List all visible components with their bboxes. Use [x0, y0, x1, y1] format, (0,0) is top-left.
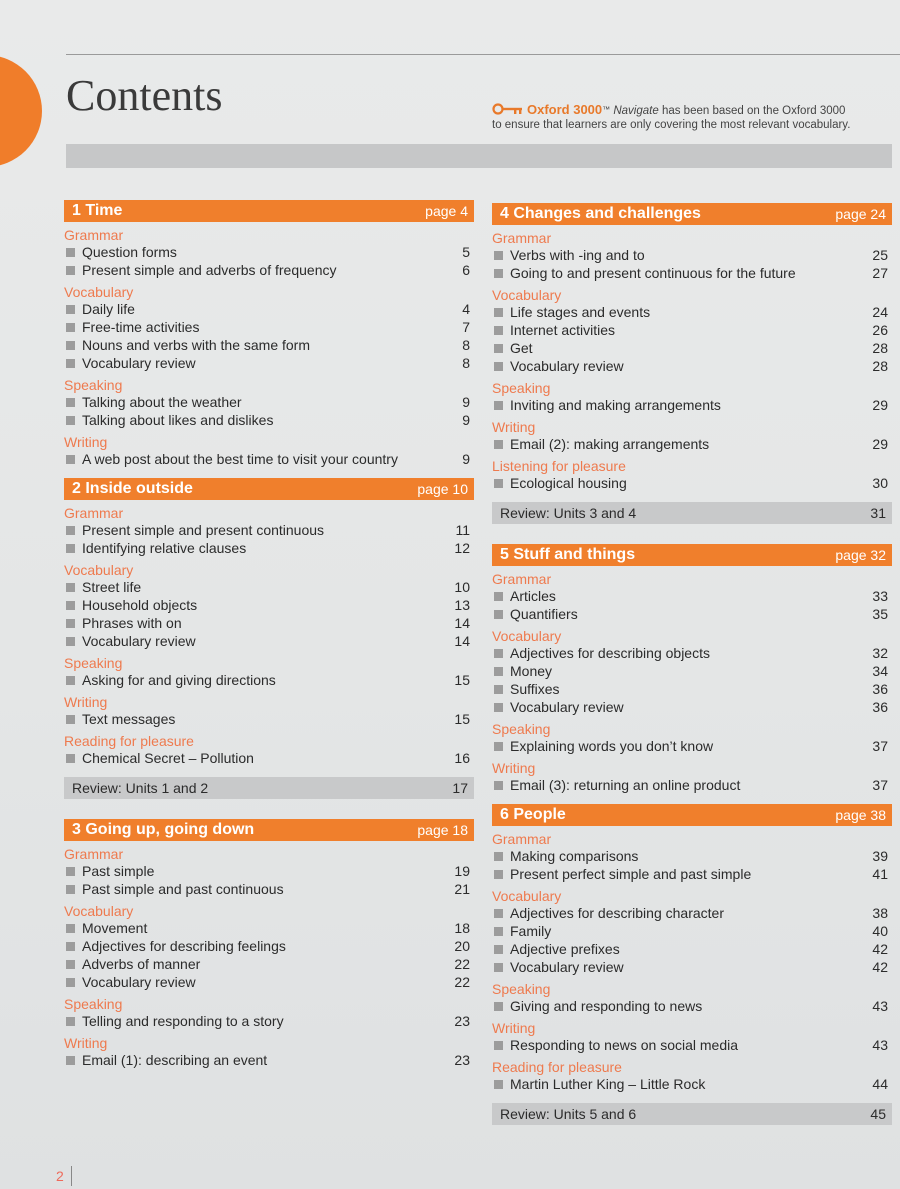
contents-item [64, 243, 474, 261]
contents-item [492, 737, 892, 755]
contents-item [64, 880, 474, 898]
unit-block [64, 200, 474, 468]
unit-block [64, 819, 474, 1069]
item-text: Talking about likes and dislikes [64, 411, 273, 429]
contents-item [64, 578, 474, 596]
item-text: Text messages [64, 710, 175, 728]
item-text: Identifying relative clauses [64, 539, 246, 557]
section-title: Grammar [492, 230, 552, 246]
section-title: Writing [64, 1035, 108, 1051]
contents-item [492, 644, 892, 662]
item-page: 29 [872, 397, 888, 413]
contents-item [492, 940, 892, 958]
item-text: Adjectives for describing character [492, 904, 724, 922]
section-title: Reading for pleasure [64, 733, 194, 749]
item-text: Present simple and adverbs of frequency [64, 261, 336, 279]
item-text: Present perfect simple and past simple [492, 865, 751, 883]
item-page: 23 [454, 1013, 470, 1029]
item-page: 33 [872, 588, 888, 604]
section-title: Grammar [492, 571, 552, 587]
item-text: Household objects [64, 596, 197, 614]
section-title: Vocabulary [492, 888, 562, 904]
section-title: Reading for pleasure [492, 1059, 622, 1075]
item-page: 6 [462, 262, 470, 278]
item-text: Verbs with -ing and to [492, 246, 645, 264]
section-title: Speaking [64, 655, 123, 671]
item-page: 32 [872, 645, 888, 661]
item-page: 15 [454, 672, 470, 688]
page-title: Contents [66, 71, 223, 120]
contents-item [64, 393, 474, 411]
item-text: Adverbs of manner [64, 955, 200, 973]
review-text: Review: Units 5 and 6 [500, 1106, 637, 1122]
contents-item [492, 680, 892, 698]
item-page: 42 [872, 941, 888, 957]
unit-page: page 10 [417, 481, 468, 497]
item-page: 26 [872, 322, 888, 338]
review-text: Review: Units 1 and 2 [72, 780, 209, 796]
section-title: Listening for pleasure [492, 458, 626, 474]
oxford-text-1: has been based on the Oxford 3000 [658, 105, 846, 118]
item-text: Quantifiers [492, 605, 578, 623]
contents-item [64, 336, 474, 354]
navigate-name: Navigate [613, 105, 659, 118]
item-text: Martin Luther King – Little Rock [492, 1075, 705, 1093]
header-band [66, 144, 892, 168]
unit-header [492, 203, 892, 225]
item-page: 43 [872, 998, 888, 1014]
contents-item [492, 865, 892, 883]
contents-item [64, 919, 474, 937]
decorative-circle [0, 55, 42, 167]
item-page: 30 [872, 475, 888, 491]
contents-column-right [492, 203, 892, 1145]
contents-item [64, 1012, 474, 1030]
item-page: 28 [872, 340, 888, 356]
item-text: Making comparisons [492, 847, 638, 865]
item-text: Street life [64, 578, 141, 596]
contents-item [492, 605, 892, 623]
item-text: Vocabulary review [492, 698, 624, 716]
section-title: Vocabulary [492, 628, 562, 644]
unit-page: page 32 [835, 547, 886, 563]
unit-header [64, 200, 474, 222]
contents-item [64, 354, 474, 372]
item-page: 22 [454, 974, 470, 990]
contents-item [492, 357, 892, 375]
item-page: 44 [872, 1076, 888, 1092]
item-text: Life stages and events [492, 303, 650, 321]
item-text: Adjective prefixes [492, 940, 620, 958]
section-title: Grammar [492, 831, 552, 847]
item-text: Daily life [64, 300, 135, 318]
unit-header [64, 478, 474, 500]
unit-header [64, 819, 474, 841]
item-page: 20 [454, 938, 470, 954]
item-text: Vocabulary review [64, 354, 196, 372]
item-page: 14 [454, 633, 470, 649]
item-page: 9 [462, 412, 470, 428]
contents-item [492, 1036, 892, 1054]
review-page: 45 [870, 1106, 886, 1122]
section-title: Speaking [492, 380, 551, 396]
item-page: 27 [872, 265, 888, 281]
contents-item [492, 847, 892, 865]
section-title: Vocabulary [64, 562, 134, 578]
item-page: 42 [872, 959, 888, 975]
section-title: Vocabulary [492, 287, 562, 303]
item-page: 8 [462, 337, 470, 353]
contents-item [492, 396, 892, 414]
item-page: 18 [454, 920, 470, 936]
item-text: Past simple [64, 862, 154, 880]
item-page: 34 [872, 663, 888, 679]
item-page: 21 [454, 881, 470, 897]
item-text: Asking for and giving directions [64, 671, 276, 689]
item-text: Free-time activities [64, 318, 199, 336]
contents-item [64, 596, 474, 614]
item-page: 37 [872, 738, 888, 754]
item-page: 9 [462, 394, 470, 410]
unit-header [492, 544, 892, 566]
section-title: Vocabulary [64, 903, 134, 919]
section-title: Speaking [64, 377, 123, 393]
unit-block [492, 804, 892, 1093]
review-page: 17 [452, 780, 468, 796]
unit-block [492, 544, 892, 794]
contents-item [64, 973, 474, 991]
oxford-3000-note [492, 103, 882, 132]
contents-item [64, 632, 474, 650]
item-text: Vocabulary review [492, 357, 624, 375]
section-title: Speaking [492, 721, 551, 737]
item-page: 7 [462, 319, 470, 335]
item-page: 39 [872, 848, 888, 864]
contents-item [64, 671, 474, 689]
section-title: Grammar [64, 846, 124, 862]
item-page: 36 [872, 681, 888, 697]
item-text: Present simple and present continuous [64, 521, 324, 539]
item-text: Articles [492, 587, 556, 605]
contents-item [492, 474, 892, 492]
item-page: 29 [872, 436, 888, 452]
item-text: Inviting and making arrangements [492, 396, 721, 414]
section-title: Writing [492, 760, 536, 776]
item-text: Get [492, 339, 533, 357]
contents-item [64, 710, 474, 728]
item-page: 15 [454, 711, 470, 727]
item-text: Talking about the weather [64, 393, 242, 411]
item-text: Email (2): making arrangements [492, 435, 709, 453]
unit-page: page 24 [835, 206, 886, 222]
unit-block [492, 203, 892, 492]
contents-item [64, 749, 474, 767]
section-title: Writing [492, 1020, 536, 1036]
section-title: Writing [64, 434, 108, 450]
oxford-text-2: to ensure that learners are only covering the most relevant vocabulary. [492, 119, 851, 131]
contents-item [492, 303, 892, 321]
item-page: 10 [454, 579, 470, 595]
item-text: Internet activities [492, 321, 615, 339]
item-page: 35 [872, 606, 888, 622]
item-text: Suffixes [492, 680, 560, 698]
unit-block [64, 478, 474, 767]
contents-item [492, 587, 892, 605]
contents-item [492, 435, 892, 453]
section-title: Grammar [64, 505, 124, 521]
item-page: 36 [872, 699, 888, 715]
contents-item [64, 862, 474, 880]
unit-title: 1 Time [72, 202, 123, 219]
review-text: Review: Units 3 and 4 [500, 505, 637, 521]
item-text: Money [492, 662, 552, 680]
item-text: Phrases with on [64, 614, 182, 632]
item-page: 38 [872, 905, 888, 921]
item-page: 40 [872, 923, 888, 939]
item-page: 37 [872, 777, 888, 793]
item-text: A web post about the best time to visit your country [64, 450, 398, 468]
item-page: 23 [454, 1052, 470, 1068]
contents-item [492, 662, 892, 680]
contents-item [492, 1075, 892, 1093]
contents-item [492, 776, 892, 794]
contents-item [492, 958, 892, 976]
item-page: 8 [462, 355, 470, 371]
unit-page: page 38 [835, 807, 886, 823]
contents-item [492, 246, 892, 264]
item-text: Vocabulary review [492, 958, 624, 976]
item-text: Family [492, 922, 551, 940]
unit-header [492, 804, 892, 826]
section-title: Grammar [64, 227, 124, 243]
contents-item [492, 904, 892, 922]
contents-item [492, 698, 892, 716]
unit-title: 3 Going up, going down [72, 821, 255, 838]
item-page: 28 [872, 358, 888, 374]
contents-item [492, 922, 892, 940]
item-text: Explaining words you don’t know [492, 737, 713, 755]
contents-item [64, 1051, 474, 1069]
unit-title: 2 Inside outside [72, 480, 193, 497]
contents-item [492, 339, 892, 357]
item-page: 41 [872, 866, 888, 882]
review-bar [64, 777, 474, 799]
section-title: Writing [64, 694, 108, 710]
section-title: Speaking [64, 996, 123, 1012]
page-number: 2 [56, 1168, 64, 1184]
section-title: Vocabulary [64, 284, 134, 300]
unit-title: 4 Changes and challenges [500, 205, 701, 222]
item-text: Past simple and past continuous [64, 880, 284, 898]
item-text: Giving and responding to news [492, 997, 702, 1015]
item-text: Vocabulary review [64, 973, 196, 991]
item-page: 24 [872, 304, 888, 320]
item-text: Email (1): describing an event [64, 1051, 267, 1069]
contents-item [492, 264, 892, 282]
item-page: 5 [462, 244, 470, 260]
item-page: 43 [872, 1037, 888, 1053]
contents-item [64, 300, 474, 318]
review-bar [492, 502, 892, 524]
contents-item [64, 955, 474, 973]
contents-item [64, 411, 474, 429]
contents-item [64, 261, 474, 279]
contents-item [64, 318, 474, 336]
contents-item [64, 614, 474, 632]
unit-page: page 4 [425, 203, 468, 219]
unit-page: page 18 [417, 822, 468, 838]
contents-item [492, 997, 892, 1015]
item-text: Adjectives for describing objects [492, 644, 710, 662]
section-title: Writing [492, 419, 536, 435]
item-text: Chemical Secret – Pollution [64, 749, 254, 767]
item-text: Question forms [64, 243, 177, 261]
contents-item [64, 937, 474, 955]
item-text: Going to and present continuous for the future [492, 264, 796, 282]
page-number-divider [71, 1166, 72, 1186]
item-page: 4 [462, 301, 470, 317]
item-text: Telling and responding to a story [64, 1012, 284, 1030]
item-page: 9 [462, 451, 470, 467]
item-page: 22 [454, 956, 470, 972]
item-text: Ecological housing [492, 474, 627, 492]
item-text: Adjectives for describing feelings [64, 937, 286, 955]
contents-item [64, 450, 474, 468]
item-page: 19 [454, 863, 470, 879]
contents-item [492, 321, 892, 339]
trademark: ™ [602, 105, 611, 114]
unit-title: 5 Stuff and things [500, 546, 636, 563]
item-page: 11 [455, 522, 470, 538]
item-page: 13 [454, 597, 470, 613]
oxford-brand: Oxford 3000 [527, 102, 603, 118]
contents-item [64, 539, 474, 557]
item-text: Nouns and verbs with the same form [64, 336, 310, 354]
section-title: Speaking [492, 981, 551, 997]
item-page: 14 [454, 615, 470, 631]
item-text: Movement [64, 919, 147, 937]
contents-column-left [64, 200, 474, 1079]
top-rule [66, 54, 900, 55]
key-icon [492, 103, 524, 119]
item-text: Responding to news on social media [492, 1036, 738, 1054]
item-page: 25 [872, 247, 888, 263]
item-page: 16 [454, 750, 470, 766]
review-page: 31 [870, 505, 886, 521]
item-text: Email (3): returning an online product [492, 776, 740, 794]
item-page: 12 [454, 540, 470, 556]
unit-title: 6 People [500, 806, 566, 823]
item-text: Vocabulary review [64, 632, 196, 650]
contents-item [64, 521, 474, 539]
review-bar [492, 1103, 892, 1125]
